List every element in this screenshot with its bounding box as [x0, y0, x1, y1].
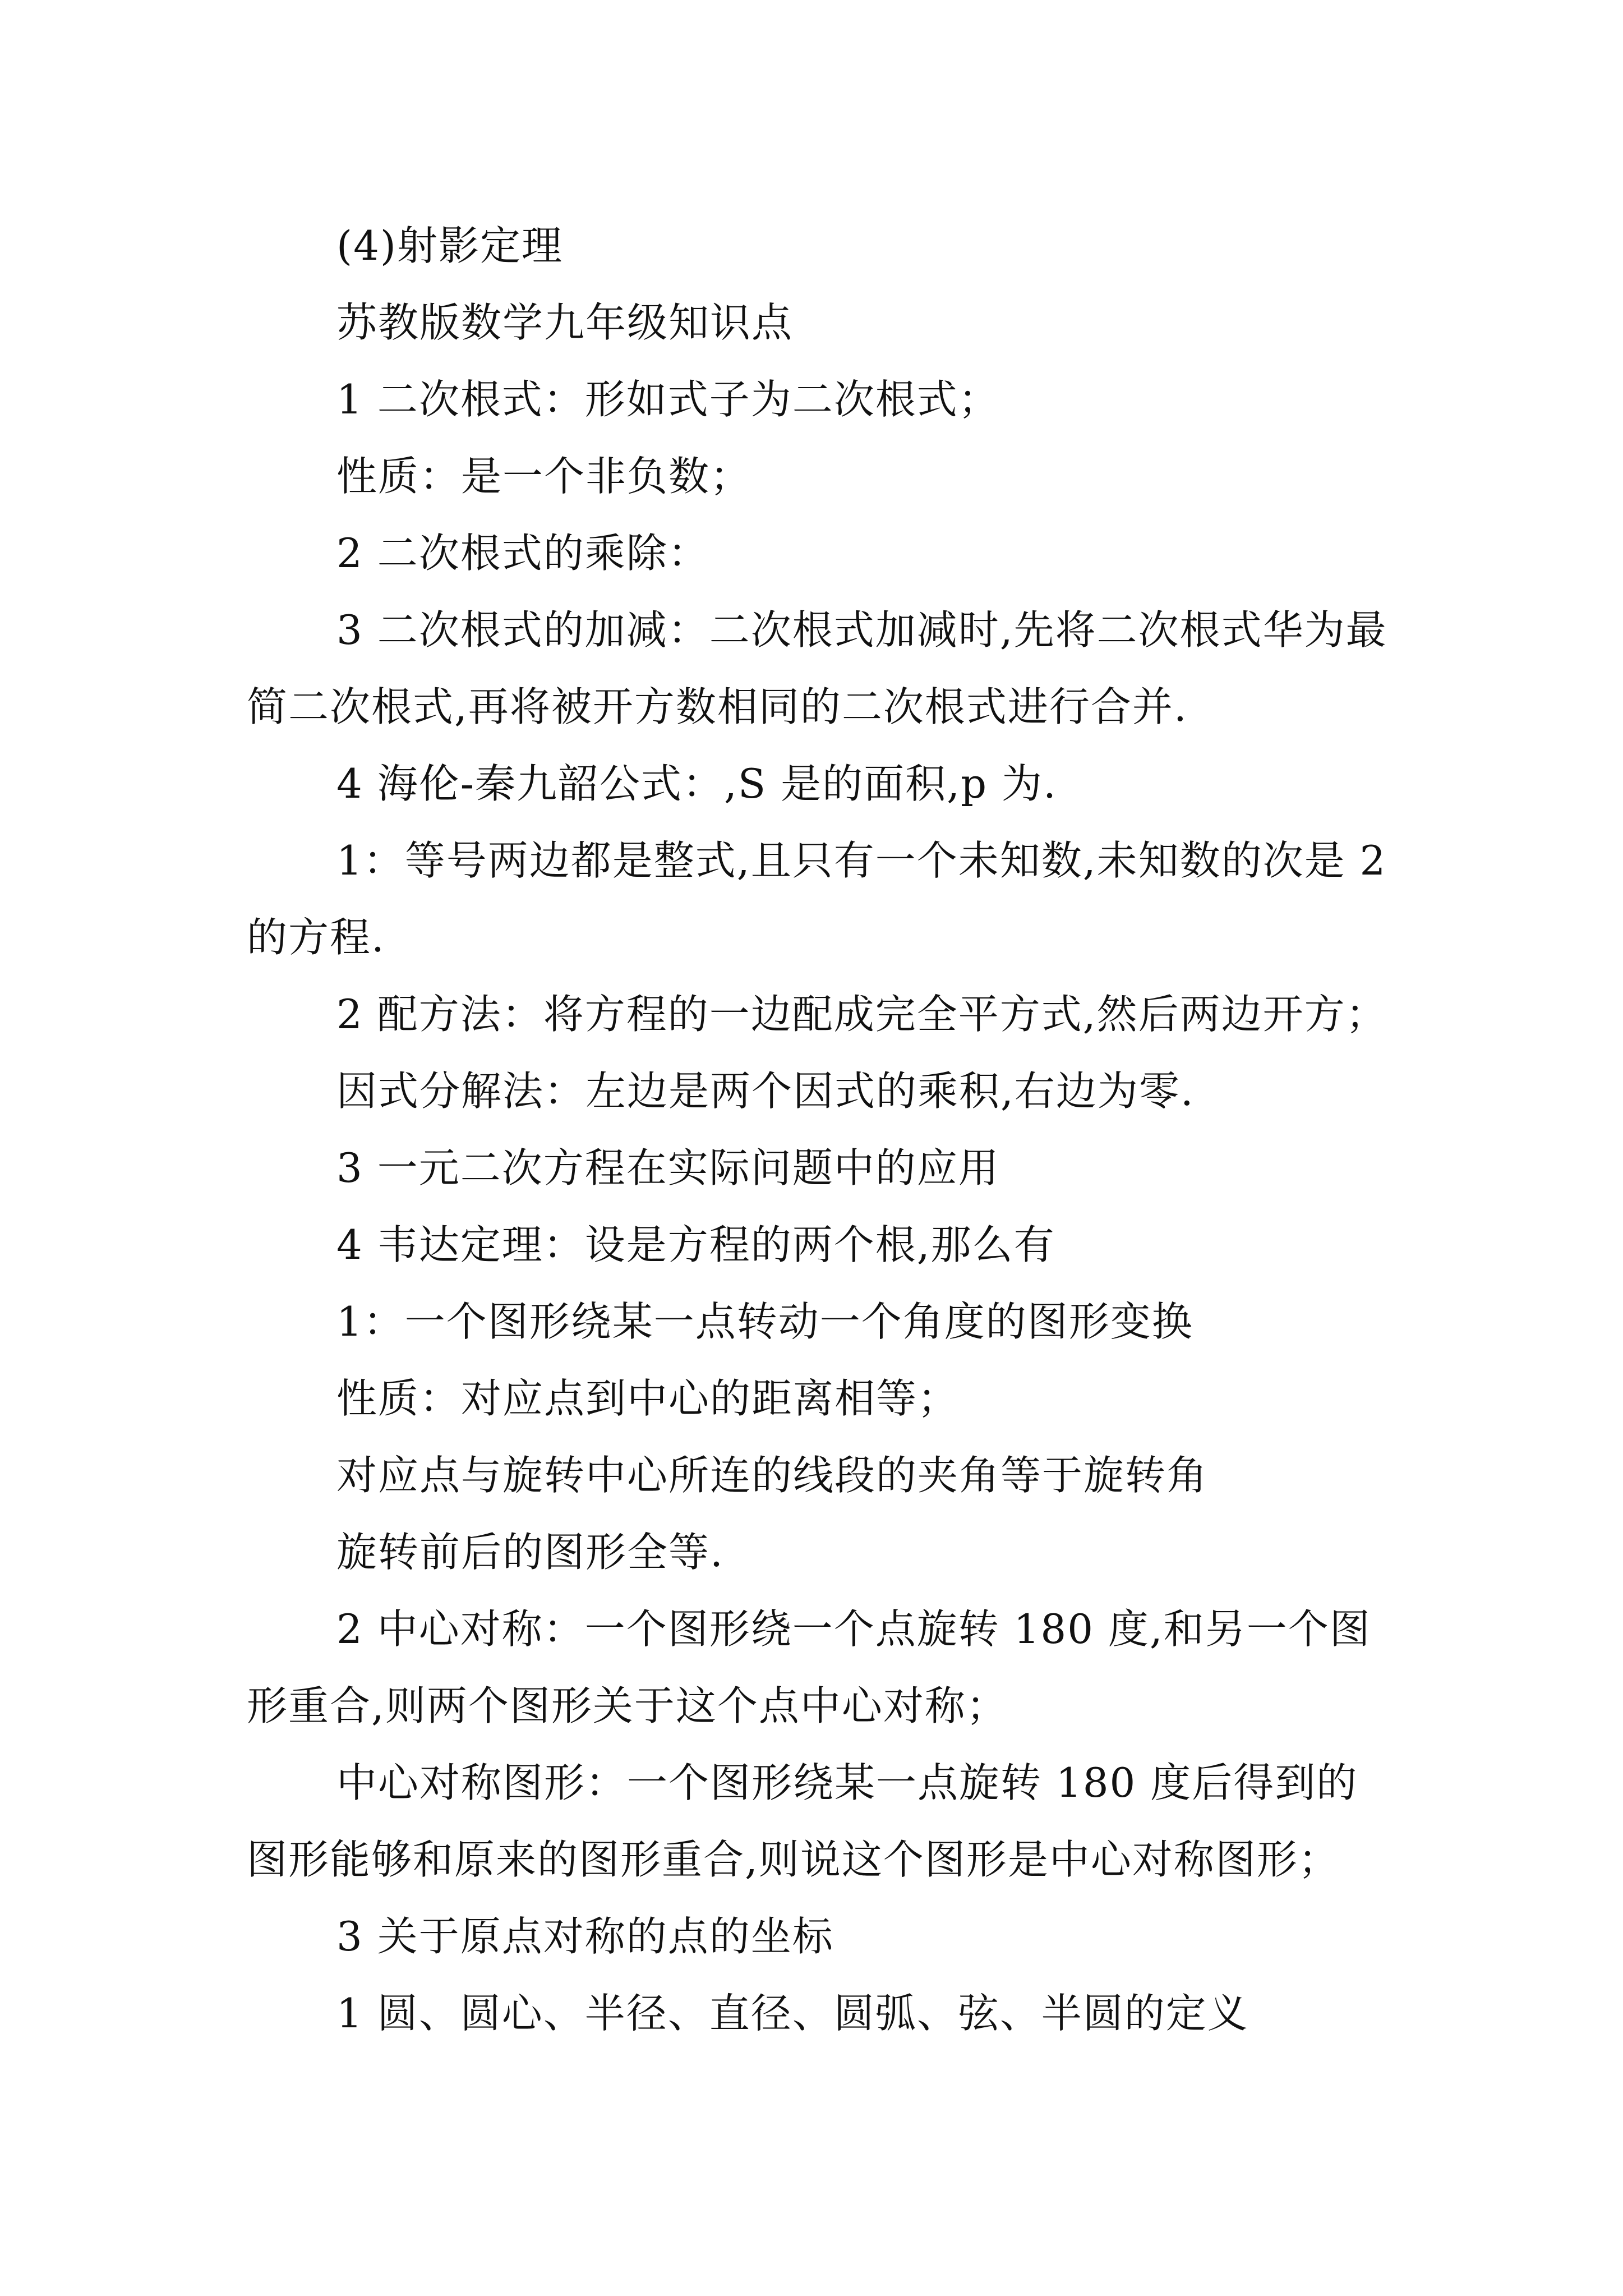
paragraph: 1 二次根式：形如式子为二次根式； — [336, 376, 1000, 423]
paragraph: 2 配方法：将方程的一边配成完全平方式,然后两边开方； — [336, 991, 1387, 1038]
paragraph: 因式分解法：左边是两个因式的乘积,右边为零. — [336, 1068, 1195, 1115]
paragraph: 中心对称图形：一个图形绕某一点旋转 180 度后得到的图形能够和原来的图形重合,则说这个图形是中心对称图形； — [247, 1759, 1358, 1883]
document-body — [247, 208, 1401, 2052]
paragraph: (4)射影定理 — [336, 222, 563, 269]
paragraph: 对应点与旋转中心所连的线段的夹角等于旋转角 — [336, 1452, 1209, 1499]
paragraph: 2 二次根式的乘除： — [336, 530, 709, 577]
paragraph: 1 圆、圆心、半径、直径、圆弧、弦、半圆的定义 — [336, 1990, 1249, 2037]
paragraph: 4 韦达定理：设是方程的两个根,那么有 — [336, 1221, 1055, 1268]
paragraph: 性质：对应点到中心的距离相等； — [336, 1375, 960, 1422]
paragraph: 2 中心对称：一个图形绕一个点旋转 180 度,和另一个图形重合,则两个图形关于这个点中心对称； — [247, 1605, 1371, 1729]
paragraph: 3 一元二次方程在实际问题中的应用 — [336, 1144, 1000, 1191]
paragraph: 1：一个图形绕某一点转动一个角度的图形变换 — [336, 1298, 1193, 1345]
paragraph: 3 二次根式的加减：二次根式加减时,先将二次根式华为最简二次根式,再将被开方数相同的二次根式进行合并. — [247, 606, 1387, 730]
paragraph: 苏教版数学九年级知识点 — [336, 299, 794, 346]
paragraph: 3 关于原点对称的点的坐标 — [336, 1913, 834, 1960]
paragraph: 旋转前后的图形全等. — [336, 1529, 724, 1576]
paragraph: 性质：是一个非负数； — [336, 453, 752, 500]
paragraph: 1：等号两边都是整式,且只有一个未知数,未知数的次是 2 的方程. — [247, 837, 1401, 961]
paragraph: 4 海伦-秦九韶公式：,S 是的面积,p 为. — [336, 760, 1057, 807]
